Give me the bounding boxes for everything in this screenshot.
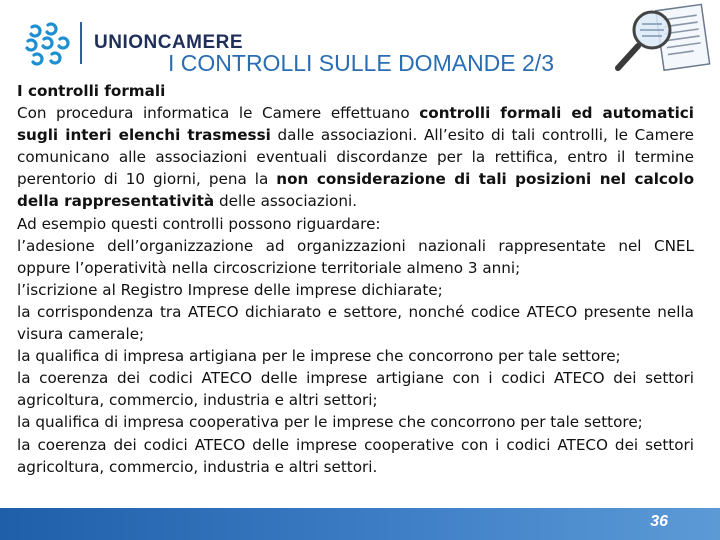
list-item: la coerenza dei codici ATECO delle imprese artigiane con i codici ATECO dei settori agricoltura, commercio, industria e altri settori;	[17, 369, 694, 410]
list-item: la corrispondenza tra ATECO dichiarato e settore, nonché codice ATECO presente nella visura camerale;	[17, 302, 694, 344]
list-item: la coerenza dei codici ATECO delle imprese cooperative con i codici ATECO dei settori agricoltura, commercio, industria e altri settori.	[17, 435, 694, 476]
intro-paragraph: Con procedura informatica le Camere effettuano controlli formali ed automatici sugli interi elenchi trasmessi dalle associazioni. All’esito di tali controlli, le Camere comunicano alle associazioni eventuali discordanze per la rettifica, entro il termine perentorio di 10 giorni, pena la non considerazione di tali posizioni nel calcolo della rappresentatività delle associazioni.	[17, 104, 694, 211]
page-title: I CONTROLLI SULLE DOMANDE 2/3	[168, 50, 554, 76]
list-item: la qualifica di impresa cooperativa per le imprese che concorrono per tale settore;	[17, 413, 643, 432]
lead-text: Ad esempio questi controlli possono riguardare:	[17, 214, 381, 233]
list-item: l’iscrizione al Registro Imprese delle imprese dichiarate;	[17, 280, 443, 299]
list-item: la qualifica di impresa artigiana per le imprese che concorrono per tale settore;	[17, 347, 621, 366]
section-heading: I controlli formali	[17, 82, 166, 100]
list-item: l’adesione dell’organizzazione ad organizzazioni nazionali rappresentate nel CNEL oppure l’operatività nella circoscrizione territoriale almeno 3 anni;	[17, 236, 694, 277]
body-text	[17, 80, 694, 478]
page-number: 36	[650, 513, 668, 530]
magnifier-document-icon	[608, 2, 716, 78]
brand-name: UNIONCAMERE	[94, 32, 244, 53]
footer-bar	[0, 508, 720, 540]
logo-divider	[80, 22, 82, 64]
unioncamere-logo-mark-icon	[22, 19, 70, 67]
